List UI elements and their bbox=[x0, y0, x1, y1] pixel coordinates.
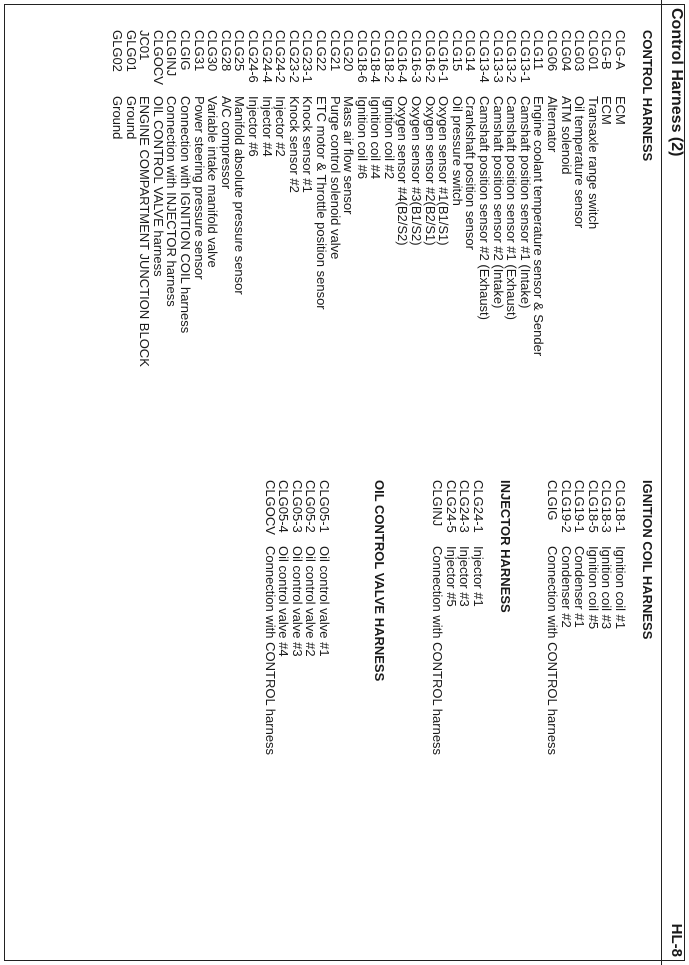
list-item bbox=[545, 480, 559, 755]
connector-code: CLG13-1 bbox=[517, 30, 533, 83]
connector-description: Camshaft position sensor #1 (Intake) bbox=[517, 96, 533, 309]
connector-description: Condenser #2 bbox=[558, 546, 574, 628]
connector-description: Injector #3 bbox=[457, 546, 473, 607]
connector-description: Knock sensor #1 bbox=[300, 96, 316, 193]
connector-code: CLG18-5 bbox=[585, 480, 601, 533]
connector-description: A/C compressor bbox=[218, 96, 234, 190]
list-item bbox=[437, 30, 451, 367]
connector-code: CLG14 bbox=[463, 30, 479, 72]
connector-description: OIL CONTROL VALVE harness bbox=[150, 96, 166, 277]
list-item bbox=[382, 30, 396, 367]
connector-code: CLG05-4 bbox=[276, 480, 292, 533]
list-item bbox=[410, 30, 424, 367]
connector-description: Injector #4 bbox=[259, 96, 275, 157]
connector-code: CLG04 bbox=[558, 30, 574, 72]
list-item bbox=[328, 30, 342, 367]
connector-code: CLG05-3 bbox=[289, 480, 305, 533]
list-item bbox=[260, 30, 274, 367]
connector-description: Condenser #1 bbox=[572, 546, 588, 628]
oil-control-valve-harness-title: OIL CONTROL VALVE HARNESS bbox=[372, 480, 387, 682]
connector-description: Camshaft position sensor #1 (Exhaust) bbox=[504, 96, 520, 320]
connector-code: CLG31 bbox=[191, 30, 207, 72]
list-item bbox=[124, 30, 138, 367]
list-item bbox=[532, 30, 546, 367]
list-item bbox=[559, 480, 573, 755]
connector-description: Ignition coil #5 bbox=[585, 546, 601, 630]
connector-code: CLG16-3 bbox=[409, 30, 425, 83]
list-item bbox=[573, 30, 587, 367]
connector-code: CLG19-2 bbox=[558, 480, 574, 533]
connector-code: CLG05-2 bbox=[303, 480, 319, 533]
connector-description: Transaxle range switch bbox=[585, 96, 601, 230]
connector-code: CLGOCV bbox=[150, 30, 166, 85]
list-item bbox=[277, 480, 291, 755]
connector-description: Oil control valve #1 bbox=[317, 546, 332, 657]
connector-code: CLG24-3 bbox=[457, 480, 473, 533]
connector-code: CLG11 bbox=[531, 30, 547, 71]
connector-description: Connection with CONTROL harness bbox=[545, 546, 561, 756]
connector-description: Oxygen sensor #4(B2/S2) bbox=[395, 96, 411, 246]
list-item bbox=[246, 30, 260, 367]
oil-control-valve-harness-list bbox=[263, 480, 331, 755]
connector-code: CLG-A bbox=[613, 30, 628, 70]
list-item bbox=[178, 30, 192, 367]
list-item bbox=[613, 30, 627, 367]
list-item bbox=[471, 480, 485, 755]
connector-description: Engine coolant temperature sensor & Sender bbox=[531, 96, 547, 357]
list-item bbox=[138, 30, 152, 367]
connector-description: Connection with CONTROL harness bbox=[430, 546, 446, 756]
list-item bbox=[431, 480, 445, 755]
ignition-coil-harness-title: IGNITION COIL HARNESS bbox=[640, 480, 655, 640]
connector-description: Injector #5 bbox=[443, 546, 459, 607]
connector-description: Camshaft position sensor #2 (Intake) bbox=[490, 96, 506, 309]
connector-code: CLG13-2 bbox=[504, 30, 520, 83]
control-harness-title: CONTROL HARNESS bbox=[640, 30, 655, 162]
connector-code: CLG24-1 bbox=[471, 480, 486, 533]
list-item bbox=[423, 30, 437, 367]
list-item bbox=[369, 30, 383, 367]
list-item bbox=[233, 30, 247, 367]
page-title: Control Harness (2) bbox=[668, 8, 685, 157]
connector-code: CLG20 bbox=[341, 30, 357, 72]
list-item bbox=[559, 30, 573, 367]
connector-code: CLG01 bbox=[585, 30, 601, 72]
connector-code: CLG30 bbox=[205, 30, 221, 72]
list-item bbox=[458, 480, 472, 755]
connector-description: Oil temperature sensor bbox=[572, 96, 588, 229]
connector-description: Power steering pressure sensor bbox=[191, 96, 207, 280]
connector-code: CLG18-1 bbox=[613, 480, 628, 533]
connector-code: GLG02 bbox=[110, 30, 126, 72]
connector-code: CLG03 bbox=[572, 30, 588, 72]
connector-description: ATM solenoid bbox=[558, 96, 574, 175]
connector-code: CLG18-4 bbox=[368, 30, 384, 83]
list-item bbox=[613, 480, 627, 755]
connector-description: Camshaft position sensor #2 (Exhaust) bbox=[477, 96, 493, 320]
connector-code: CLG16-4 bbox=[395, 30, 411, 83]
connector-description: Oil control valve #2 bbox=[303, 546, 319, 657]
connector-code: CLG18-2 bbox=[381, 30, 397, 83]
connector-code: CLGIG bbox=[178, 30, 193, 71]
list-item bbox=[287, 30, 301, 367]
list-item bbox=[314, 30, 328, 367]
connector-code: CLG24-2 bbox=[273, 30, 289, 83]
connector-description: Variable intake manifold valve bbox=[205, 96, 221, 268]
injector-harness-list bbox=[431, 480, 485, 755]
connector-description: Connection with INJECTOR harness bbox=[164, 96, 180, 307]
connector-code: CLG21 bbox=[327, 30, 343, 72]
connector-description: Oil pressure switch bbox=[449, 96, 465, 206]
connector-code: JC01 bbox=[137, 30, 153, 61]
list-item bbox=[355, 30, 369, 367]
connector-description: Injector #2 bbox=[273, 96, 289, 157]
connector-code: CLG28 bbox=[218, 30, 234, 72]
list-item bbox=[477, 30, 491, 367]
connector-description: Purge control solenoid valve bbox=[327, 96, 343, 260]
connector-code: GLG01 bbox=[123, 30, 139, 72]
connector-description: Connection with IGNITION COIL harness bbox=[178, 96, 193, 334]
connector-code: CLG06 bbox=[545, 30, 561, 72]
connector-description: Ignition coil #3 bbox=[599, 546, 615, 630]
connector-code: CLG24-6 bbox=[245, 30, 261, 83]
connector-code: CLGOCV bbox=[262, 480, 278, 535]
connector-description: ECM bbox=[599, 96, 615, 125]
list-item bbox=[586, 480, 600, 755]
list-item bbox=[263, 480, 277, 755]
connector-description: Knock sensor #2 bbox=[286, 96, 302, 193]
connector-description: Oxygen sensor #3(B1/S2) bbox=[409, 96, 425, 246]
list-item bbox=[165, 30, 179, 367]
connector-description: Oil control valve #3 bbox=[289, 546, 305, 657]
list-item bbox=[600, 480, 614, 755]
connector-code: CLG24-4 bbox=[259, 30, 275, 83]
connector-description: Ignition coil #4 bbox=[368, 96, 384, 180]
list-item bbox=[274, 30, 288, 367]
list-item bbox=[573, 480, 587, 755]
list-item bbox=[219, 30, 233, 367]
list-item bbox=[342, 30, 356, 367]
list-item bbox=[290, 480, 304, 755]
connector-description: Mass air flow sensor bbox=[341, 96, 357, 215]
list-item bbox=[586, 30, 600, 367]
list-item bbox=[545, 30, 559, 367]
connector-code: CLG16-1 bbox=[436, 30, 452, 83]
connector-description: Ignition coil #1 bbox=[613, 546, 628, 630]
list-item bbox=[444, 480, 458, 755]
connector-description: Ground bbox=[123, 96, 139, 140]
control-harness-list bbox=[110, 30, 627, 367]
injector-harness-title: INJECTOR HARNESS bbox=[498, 480, 513, 613]
connector-code: CLGINJ bbox=[430, 480, 446, 527]
list-item bbox=[396, 30, 410, 367]
connector-description: Ignition coil #6 bbox=[354, 96, 370, 180]
connector-description: Oxygen sensor #2(B2/S1) bbox=[422, 96, 438, 246]
connector-code: CLG23-1 bbox=[300, 30, 316, 83]
connector-description: Ground bbox=[110, 96, 126, 140]
connector-description: ETC motor & Throttle position sensor bbox=[313, 96, 329, 310]
list-item bbox=[304, 480, 318, 755]
list-item bbox=[192, 30, 206, 367]
list-item bbox=[301, 30, 315, 367]
connector-description: Injector #1 bbox=[471, 546, 486, 607]
connector-description: Oil control valve #4 bbox=[276, 546, 292, 657]
list-item bbox=[450, 30, 464, 367]
list-item bbox=[464, 30, 478, 367]
connector-code: CLG23-2 bbox=[286, 30, 302, 83]
list-item bbox=[505, 30, 519, 367]
list-item bbox=[600, 30, 614, 367]
connector-description: Ignition coil #2 bbox=[381, 96, 397, 180]
connector-code: CLG15 bbox=[449, 30, 465, 72]
list-item bbox=[317, 480, 331, 755]
connector-description: ENGINE COMPARTMENT JUNCTION BLOCK bbox=[137, 96, 153, 367]
connector-code: CLG19-1 bbox=[572, 480, 588, 533]
list-item bbox=[206, 30, 220, 367]
list-item bbox=[151, 30, 165, 367]
page-number: HL-8 bbox=[668, 923, 685, 957]
connector-description: Injector #6 bbox=[245, 96, 261, 157]
connector-code: CLG24-5 bbox=[443, 480, 459, 533]
connector-code: CLG25 bbox=[232, 30, 248, 72]
list-item bbox=[491, 30, 505, 367]
connector-code: CLGIG bbox=[545, 480, 561, 521]
connector-code: CLG05-1 bbox=[317, 480, 332, 533]
connector-code: CLG16-2 bbox=[422, 30, 438, 83]
connector-description: Alternator bbox=[545, 96, 561, 153]
connector-code: CLG13-4 bbox=[477, 30, 493, 83]
connector-description: Crankshaft position sensor bbox=[463, 96, 479, 250]
connector-code: CLG-B bbox=[599, 30, 615, 70]
connector-code: CLG18-3 bbox=[599, 480, 615, 533]
connector-code: CLG18-6 bbox=[354, 30, 370, 83]
list-item bbox=[518, 30, 532, 367]
connector-description: ECM bbox=[613, 96, 628, 125]
connector-description: Connection with CONTROL harness bbox=[262, 546, 278, 756]
connector-description: Manifold absolute pressure sensor bbox=[232, 96, 248, 295]
ignition-coil-harness-list bbox=[545, 480, 627, 755]
connector-code: CLG13-3 bbox=[490, 30, 506, 83]
connector-code: CLGINJ bbox=[164, 30, 180, 77]
connector-description: Oxygen sensor #1(B1/S1) bbox=[436, 96, 452, 246]
connector-code: CLG22 bbox=[313, 30, 329, 72]
list-item bbox=[110, 30, 124, 367]
